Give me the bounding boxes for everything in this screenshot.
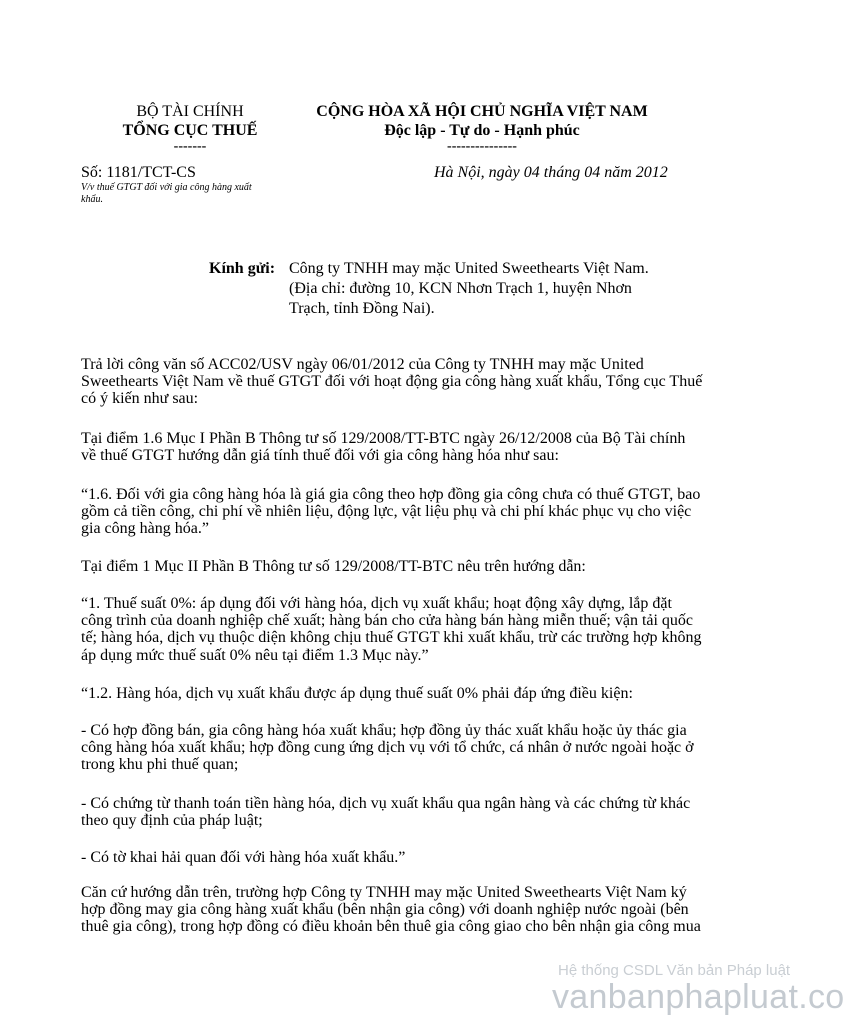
paragraph xyxy=(81,430,721,464)
motto-rule: --------------- xyxy=(447,139,517,154)
text-line: Tại điểm 1.6 Mục I Phần B Thông tư số 129/2008/TT-BTC ngày 26/12/2008 của Bộ Tài chính xyxy=(81,430,686,447)
text-line: theo quy định của pháp luật; xyxy=(81,812,263,830)
department-name: TỔNG CỤC THUẾ xyxy=(122,122,258,139)
text-line: Tại điểm 1 Mục II Phần B Thông tư số 129/2008/TT-BTC nêu trên hướng dẫn: xyxy=(81,558,586,575)
text-line: Căn cứ hướng dẫn trên, trường hợp Công ty TNHH may mặc United Sweethearts Việt Nam ký xyxy=(81,884,687,901)
recipient-label: Kính gửi: xyxy=(209,260,276,277)
quote-paragraph xyxy=(81,486,721,538)
quote-paragraph xyxy=(81,685,721,702)
text-line: “1.6. Đối với gia công hàng hóa là giá gia công theo hợp đồng gia công chưa có thuế GTGT, bao xyxy=(81,486,701,503)
text-line: “1.2. Hàng hóa, dịch vụ xuất khẩu được áp dụng thuế suất 0% phải đáp ứng điều kiện: xyxy=(81,685,633,702)
text-line: áp dụng mức thuế suất 0% nêu tại điểm 1.3 Mục này.” xyxy=(81,646,429,664)
ministry-name: BỘ TÀI CHÍNH xyxy=(136,103,244,120)
text-line: công trình của doanh nghiệp chế xuất; hàng bán cho cửa hàng bán hàng miễn thuế; vận tải quốc xyxy=(81,612,694,630)
list-item xyxy=(81,722,721,774)
issuer-block xyxy=(100,102,280,154)
watermark-site: vanbanphapluat.co xyxy=(552,978,844,1016)
place-date: Hà Nội, ngày 04 tháng 04 năm 2012 xyxy=(434,164,668,181)
list-item xyxy=(81,849,721,866)
document-subject xyxy=(81,182,252,206)
paragraph xyxy=(81,356,721,408)
text-line: về thuế GTGT hướng dẫn giá tính thuế đối với gia công hàng hóa như sau: xyxy=(81,447,559,465)
text-line: gia công hàng hóa.” xyxy=(81,520,209,538)
subject-line: V/v thuế GTGT đối với gia công hàng xuất xyxy=(81,182,252,193)
paragraph xyxy=(81,884,721,936)
recipient-address xyxy=(289,259,649,319)
text-line: có ý kiến như sau: xyxy=(81,390,199,408)
national-header xyxy=(292,102,672,154)
text-line: hợp đồng may gia công hàng xuất khẩu (bên nhận gia công) với doanh nghiệp nước ngoài (bên xyxy=(81,901,689,919)
text-line: - Có tờ khai hải quan đối với hàng hóa xuất khẩu.” xyxy=(81,849,406,866)
text-line: “1. Thuế suất 0%: áp dụng đối với hàng hóa, dịch vụ xuất khẩu; hoạt động xây dựng, lắp đặt xyxy=(81,595,672,612)
paragraph xyxy=(81,558,721,575)
recipient-line: Trạch, tỉnh Đồng Nai). xyxy=(289,300,435,317)
quote-paragraph xyxy=(81,595,721,664)
text-line: tế; hàng hóa, dịch vụ thuộc diện không chịu thuế GTGT khi xuất khẩu, trừ các trường hợp không xyxy=(81,629,702,647)
text-line: trong khu phi thuế quan; xyxy=(81,756,239,774)
text-line: Trả lời công văn số ACC02/USV ngày 06/01/2012 của Công ty TNHH may mặc United xyxy=(81,356,644,373)
text-line: gồm cả tiền công, chi phí về nhiên liệu, động lực, vật liệu phụ và chi phí khác phục vụ cho việc xyxy=(81,503,692,521)
recipient-line: (Địa chỉ: đường 10, KCN Nhơn Trạch 1, huyện Nhơn xyxy=(289,280,632,297)
list-item xyxy=(81,795,721,829)
watermark-caption: Hệ thống CSDL Văn bản Pháp luật xyxy=(558,962,791,979)
recipient-line: Công ty TNHH may mặc United Sweethearts Việt Nam. xyxy=(289,260,649,277)
country-name: CỘNG HÒA XÃ HỘI CHỦ NGHĨA VIỆT NAM xyxy=(316,103,648,120)
subject-line: khẩu. xyxy=(81,194,103,205)
text-line: - Có chứng từ thanh toán tiền hàng hóa, dịch vụ xuất khẩu qua ngân hàng và các chứng từ khác xyxy=(81,795,691,812)
issuer-rule: ------- xyxy=(173,139,207,154)
text-line: Sweethearts Việt Nam về thuế GTGT đối với hoạt động gia công hàng xuất khẩu, Tổng cục Thuế xyxy=(81,373,703,391)
national-motto: Độc lập - Tự do - Hạnh phúc xyxy=(384,122,580,139)
document-number: Số: 1181/TCT-CS xyxy=(81,164,196,181)
text-line: - Có hợp đồng bán, gia công hàng hóa xuất khẩu; hợp đồng ủy thác xuất khẩu hoặc ủy thác gia xyxy=(81,722,687,739)
text-line: công hàng hóa xuất khẩu; hợp đồng cung ứng dịch vụ với tổ chức, cá nhân ở nước ngoài hoặc ở xyxy=(81,739,694,757)
text-line: thuê gia công), trong hợp đồng có điều khoản bên thuê gia công giao cho bên nhận gia công mua xyxy=(81,918,701,936)
